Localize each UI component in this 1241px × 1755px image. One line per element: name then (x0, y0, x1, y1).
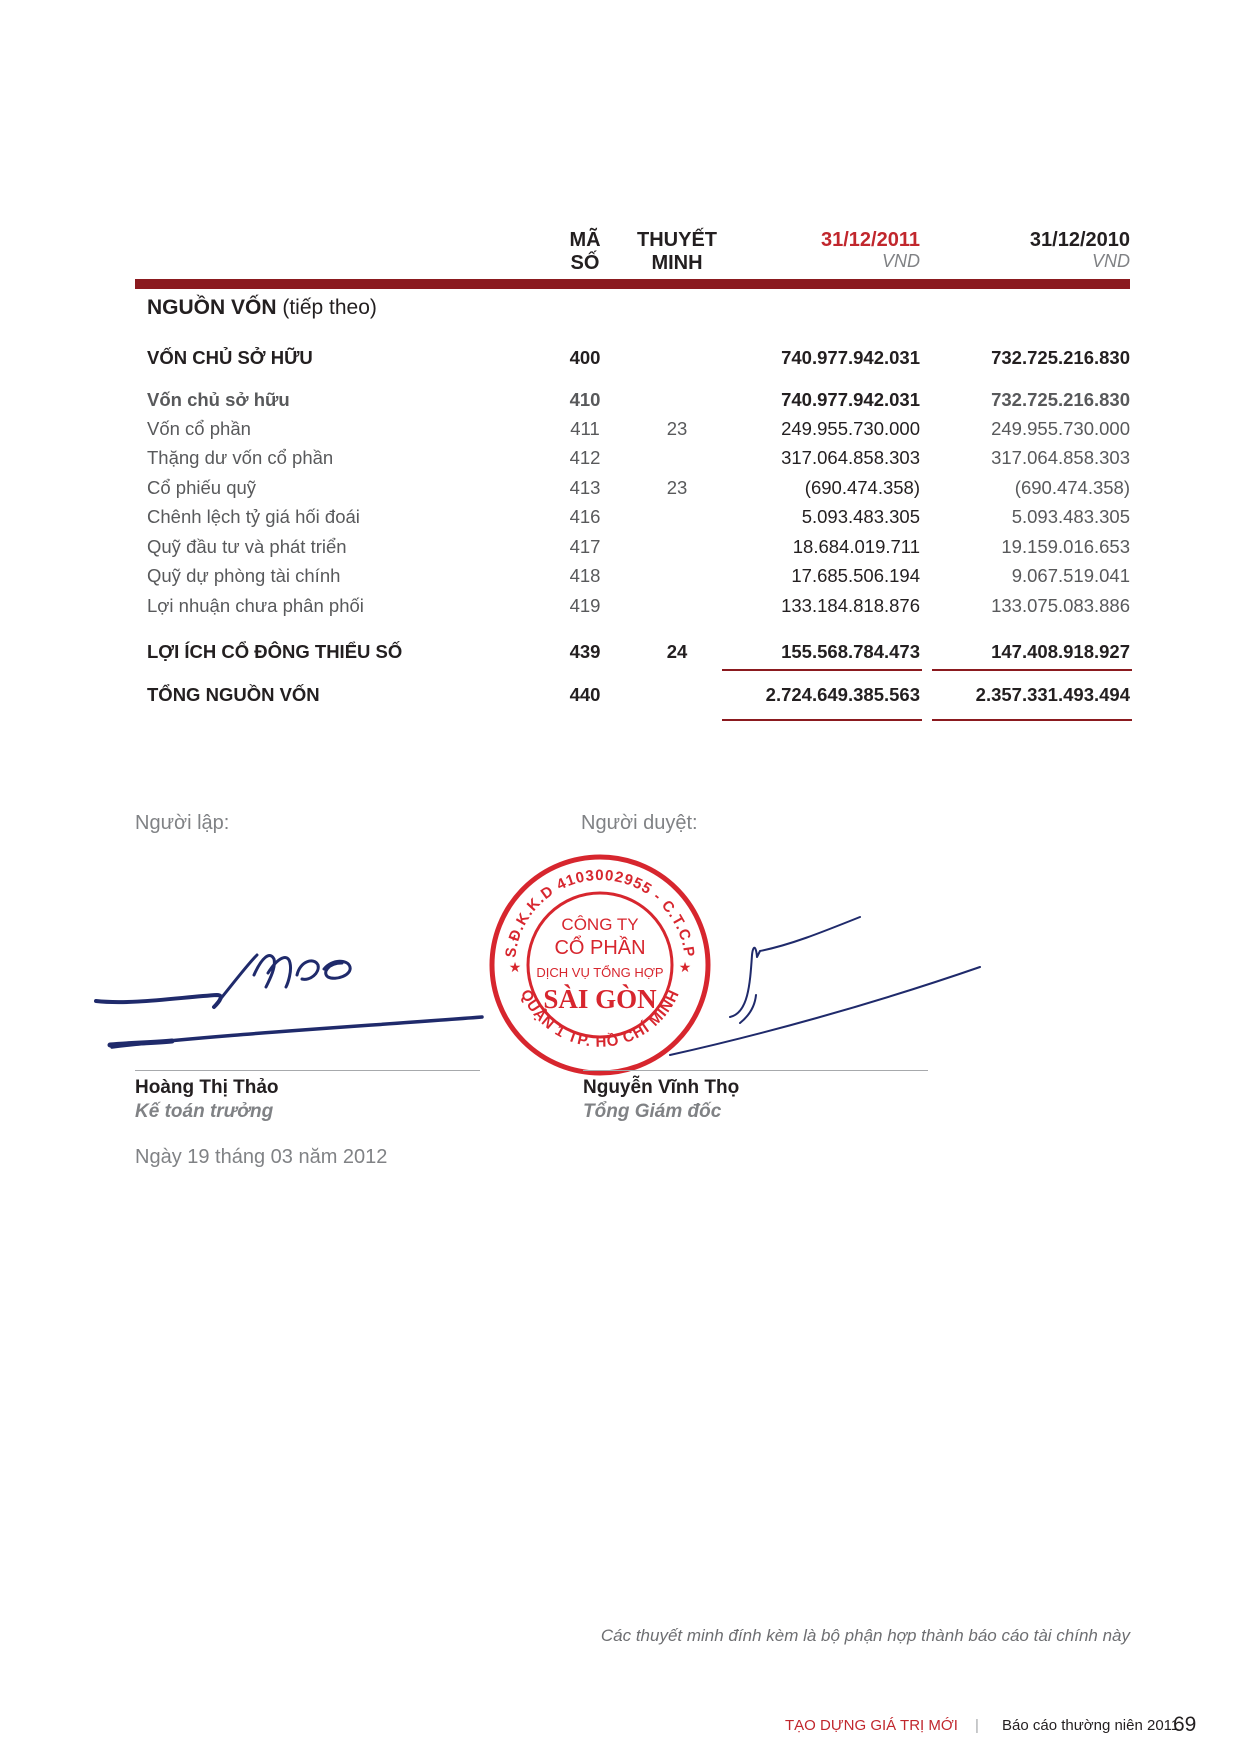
page-number: 69 (1173, 1713, 1197, 1736)
row-previous-value: 133.075.083.886 (991, 595, 1130, 616)
row-label: VỐN CHỦ SỞ HỮU (147, 347, 313, 368)
row-previous-value: 732.725.216.830 (991, 347, 1130, 368)
stamp-line-1: CÔNG TY (561, 915, 639, 934)
row-note: 24 (666, 641, 688, 662)
table-row (147, 388, 1130, 412)
row-current-value: 249.955.730.000 (781, 418, 920, 439)
row-current-value: 17.685.506.194 (791, 565, 920, 586)
table-row (147, 417, 1130, 441)
row-current-value: 740.977.942.031 (781, 347, 920, 368)
row-label: Cổ phiếu quỹ (147, 477, 257, 498)
footer-report-title: Báo cáo thường niên 2011 (1002, 1717, 1180, 1734)
stamp-line-3: DỊCH VỤ TỔNG HỢP (536, 965, 664, 980)
row-label: Lợi nhuận chưa phân phối (147, 595, 364, 616)
stamp-star-left-icon: ★ (508, 959, 522, 975)
footer-slogan: TẠO DỰNG GIÁ TRỊ MỚI (785, 1717, 958, 1734)
signing-date: Ngày 19 tháng 03 năm 2012 (135, 1146, 388, 1168)
section-title-rest: (tiếp theo) (276, 296, 377, 319)
table-row-grand-total (147, 683, 1130, 707)
company-stamp (485, 850, 715, 1080)
row-current-value: 2.724.649.385.563 (765, 684, 920, 705)
row-label: Quỹ đầu tư và phát triển (147, 536, 347, 557)
row-code: 419 (569, 595, 601, 616)
stamp-line-2: CỔ PHẦN (554, 937, 646, 959)
row-label: Vốn cổ phần (147, 418, 251, 439)
row-previous-value: 249.955.730.000 (991, 418, 1130, 439)
row-code: 410 (569, 389, 601, 410)
footnote: Các thuyết minh đính kèm là bộ phận hợp thành báo cáo tài chính này (600, 1626, 1130, 1645)
row-previous-value: 732.725.216.830 (991, 389, 1130, 410)
section-title-bold: NGUỒN VỐN (147, 296, 277, 319)
subtotal-rule-previous (932, 669, 1132, 671)
total-rule-current (722, 719, 922, 721)
preparer-signature-line (135, 1070, 480, 1071)
previous-unit: VND (1091, 251, 1130, 271)
row-current-value: 18.684.019.711 (792, 536, 920, 557)
column-header-note: THUYẾT MINH (637, 229, 717, 274)
row-previous-value: 147.408.918.927 (991, 641, 1130, 662)
approver-title: Tổng Giám đốc (583, 1101, 722, 1122)
row-current-value: (690.474.358) (804, 477, 920, 498)
row-code: 417 (569, 536, 601, 557)
table-row (147, 594, 1130, 618)
row-code: 411 (570, 418, 600, 439)
row-label: Chênh lệch tỷ giá hối đoái (147, 506, 360, 527)
table-row (147, 446, 1130, 470)
row-previous-value: (690.474.358) (1014, 477, 1130, 498)
row-current-value: 5.093.483.305 (801, 506, 920, 527)
table-row (147, 505, 1130, 529)
row-code: 400 (569, 347, 601, 368)
current-unit: VND (881, 251, 920, 271)
stamp-ring-bottom-text: QUẬN 1 TP. HỒ CHÍ MINH (516, 986, 684, 1051)
row-previous-value: 2.357.331.493.494 (975, 684, 1130, 705)
row-label: Thặng dư vốn cổ phần (147, 447, 334, 468)
column-header-current-date: 31/12/2011 (821, 229, 920, 251)
row-code: 440 (569, 684, 601, 705)
preparer-title: Kế toán trưởng (135, 1101, 274, 1122)
approver-name: Nguyễn Vĩnh Thọ (583, 1077, 740, 1098)
preparer-name: Hoàng Thị Thảo (135, 1077, 279, 1098)
row-code: 413 (569, 477, 601, 498)
row-label: Quỹ dự phòng tài chính (147, 565, 341, 586)
column-header-code: MÃ SỐ (569, 229, 601, 274)
column-header-previous-date: 31/12/2010 (1029, 229, 1130, 251)
header-bar (135, 279, 1130, 289)
row-current-value: 155.568.784.473 (781, 641, 920, 662)
table-row-equity-total (147, 346, 1130, 370)
row-previous-value: 9.067.519.041 (1011, 565, 1130, 586)
approver-caption: Người duyệt: (581, 812, 698, 834)
preparer-caption: Người lập: (135, 812, 230, 834)
row-previous-value: 5.093.483.305 (1011, 506, 1130, 527)
total-rule-previous (932, 719, 1132, 721)
row-label: Vốn chủ sở hữu (147, 389, 290, 410)
row-current-value: 740.977.942.031 (781, 389, 920, 410)
row-current-value: 133.184.818.876 (781, 595, 920, 616)
row-label: LỢI ÍCH CỔ ĐÔNG THIỂU SỐ (147, 641, 403, 662)
stamp-line-4: SÀI GÒN (543, 984, 657, 1014)
row-code: 416 (569, 506, 601, 527)
table-row (147, 476, 1130, 500)
row-current-value: 317.064.858.303 (781, 447, 920, 468)
section-title (147, 296, 377, 320)
subtotal-rule-current (722, 669, 922, 671)
row-label: TỔNG NGUỒN VỐN (147, 684, 320, 705)
approver-signature-line (583, 1070, 928, 1071)
row-previous-value: 317.064.858.303 (991, 447, 1130, 468)
table-row (147, 564, 1130, 588)
table-row-minority-interest (147, 640, 1130, 664)
row-note: 23 (666, 477, 688, 498)
stamp-ring-top-text: S.Đ.K.K.D 4103002955 - C.T.C.P (502, 866, 698, 959)
table-row (147, 535, 1130, 559)
row-note: 23 (666, 418, 688, 439)
row-code: 418 (569, 565, 601, 586)
footer-separator: | (975, 1717, 979, 1734)
stamp-star-right-icon: ★ (678, 959, 692, 975)
row-previous-value: 19.159.016.653 (1001, 536, 1130, 557)
row-code: 412 (569, 447, 601, 468)
row-code: 439 (569, 641, 601, 662)
preparer-signature (92, 935, 492, 1055)
